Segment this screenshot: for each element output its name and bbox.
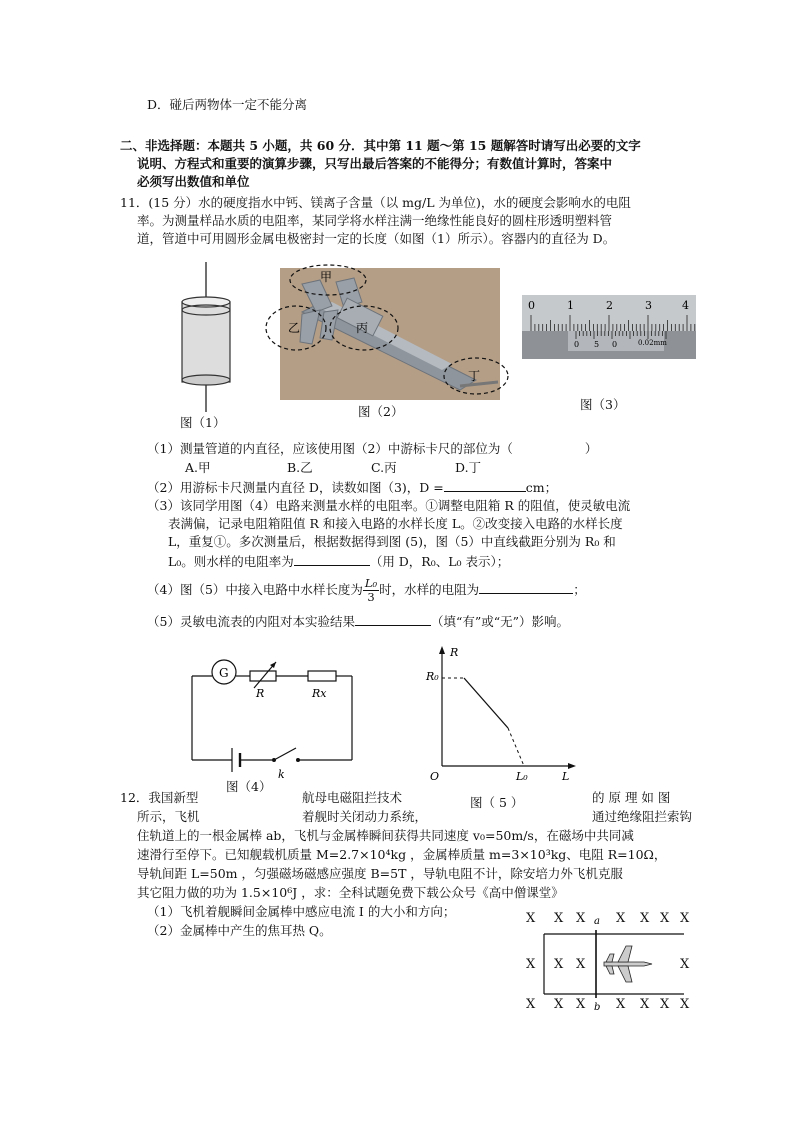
label-bing: 丙 [356, 321, 369, 335]
rod-end-a: a [594, 916, 600, 927]
q11-p2: （2）用游标卡尺测量内直径 D，读数如图（3)，D = cm； [147, 480, 558, 495]
field-x-mark: X [616, 997, 626, 1012]
q12-line1a: 12．我国新型 [120, 790, 199, 805]
opt-a: A.甲 [185, 460, 211, 475]
vernier-brand: 0.02mm [638, 339, 667, 347]
fig2-caliper-photo [262, 262, 512, 402]
fig5-graph [420, 644, 580, 784]
q11-p5: （5）灵敏电流表的内阻对本实验结果 （填“有”或“无”）影响。 [147, 614, 570, 629]
q11-p1: （1）测量管道的内直径，应该使用图（2）中游标卡尺的部位为（ ） [147, 441, 598, 456]
rod-end-b: b [594, 1002, 601, 1013]
fig4-circuit [188, 656, 358, 781]
field-x-mark: X [526, 911, 536, 926]
field-x-mark: X [526, 997, 536, 1012]
fighter-jet-icon [604, 946, 652, 982]
sample-resistor-label: Rx [312, 687, 327, 700]
q12-line1b: 航母电磁阻拦技术 [302, 790, 403, 805]
q12-line5: 导轨间距 L=50m ，匀强磁场磁感应强度 B=5T ，导轨电阻不计，除安培力外飞机克服 [137, 866, 623, 881]
section2-line1: 二、非选择题：本题共 5 小题，共 60 分．其中第 11 题～第 15 题解答时请写出必要的文字 [120, 138, 641, 153]
q11-line2: 率。为测量样品水质的电阻率，某同学将水样注满一绝缘性能良好的圆柱形透明塑料管 [137, 213, 613, 228]
field-x-mark: X [640, 911, 650, 926]
fig1-cylinder [176, 262, 236, 412]
ruler-num-2: 2 [606, 299, 613, 312]
q12-line2c: 通过绝缘阻拦索钩 [592, 809, 693, 824]
resistance-box-label: R [256, 687, 265, 700]
section2-line3: 必须写出数值和单位 [137, 174, 250, 189]
vernier-num-5: 5 [594, 340, 600, 349]
switch-label: k [278, 768, 285, 781]
resistance-box-icon [250, 671, 276, 681]
q12-line4: 速滑行至停下。已知舰载机质量 M=2.7×10⁴kg ，金属棒质量 m=3×10³kg、电阻 R=10Ω， [137, 847, 667, 862]
field-x-mark: X [554, 911, 564, 926]
q11-p3-l2: 表满偏，记录电阻箱阻值 R 和接入电路的水样长度 L。②改变接入电路的水样长度 [168, 516, 623, 531]
vernier-num-10: 0 [612, 340, 618, 349]
field-x-mark: X [554, 957, 564, 972]
fig2-caption: 图（2） [358, 404, 404, 419]
q12-sub2: （2）金属棒中产生的焦耳热 Q。 [147, 923, 332, 938]
q11-line1: 11．(15 分）水的硬度指水中钙、镁离子含量（以 mg/L 为单位)，水的硬度会影响水的电阻 [120, 195, 631, 210]
ruler-num-1: 1 [567, 299, 574, 312]
opt-c: C.丙 [371, 460, 397, 475]
graph-r-axis-label: R [450, 646, 459, 659]
field-x-mark: X [680, 911, 690, 926]
field-x-mark: X [640, 997, 650, 1012]
graph-origin-label: O [430, 770, 440, 783]
q12-line6: 其它阻力做的功为 1.5×10⁶J ，求：全科试题免费下载公众号《高中僧课堂》 [137, 885, 564, 900]
label-yi: 乙 [288, 321, 301, 335]
fig5-caption: 图（ 5 ） [470, 795, 524, 810]
section2-line2: 说明、方程式和重要的演算步骤，只写出最后答案的不能得分；有数值计算时，答案中 [137, 156, 613, 171]
ruler-num-4: 4 [682, 299, 689, 312]
ruler-num-0: 0 [528, 299, 535, 312]
q11-p4: （4）图（5）中接入电路中水样长度为 $\frac{\text{L₀}}{3}$ 时，水样的电阻为 ； [147, 576, 586, 604]
field-x-mark: X [660, 911, 670, 926]
q12-line1c: 的 原 理 如 图 [592, 790, 671, 805]
vernier-num-0: 0 [574, 340, 580, 349]
ruler-num-3: 3 [645, 299, 652, 312]
graph-l-axis-label: L [562, 770, 570, 783]
field-x-mark: X [660, 997, 670, 1012]
q12-field-diagram [524, 910, 696, 1014]
label-jia: 甲 [320, 270, 333, 284]
q11-p3-l4: L₀。则水样的电阻率为 （用 D，R₀、L₀ 表示）； [168, 554, 510, 569]
field-x-mark: X [576, 911, 586, 926]
fraction-l0-over-3: $\frac{\text{L₀}}{3}$ [364, 576, 378, 604]
option-d: D．碰后两物体一定不能分离 [147, 97, 308, 112]
opt-b: B.乙 [287, 460, 313, 475]
q12-line2a: 所示，飞机 [137, 809, 200, 824]
fig3-vernier-photo [522, 295, 696, 359]
q11-p3-l1: （3）该同学用图（4）电路来测量水样的电阻率。①调整电阻箱 R 的阻值，使灵敏电流 [147, 498, 631, 513]
fig3-caption: 图（3） [580, 397, 626, 412]
field-x-mark: X [554, 997, 564, 1012]
q12-sub1: （1）飞机着舰瞬间金属棒中感应电流 I 的大小和方向； [147, 904, 456, 919]
fig4-caption: 图（4） [226, 779, 272, 794]
field-x-mark: X [526, 957, 536, 972]
graph-l0-label: L₀ [516, 770, 528, 783]
q12-line2b: 着舰时关闭动力系统， [302, 809, 428, 824]
water-sample-resistor-icon [308, 671, 336, 681]
fig1-caption: 图（1） [180, 415, 226, 430]
field-x-mark: X [576, 997, 586, 1012]
q12-line3: 住轨道上的一根金属棒 ab，飞机与金属棒瞬间获得共同速度 v₀=50m/s，在磁场中共同减 [137, 828, 634, 843]
opt-d: D.丁 [455, 460, 482, 475]
graph-r0-label: R₀ [426, 670, 439, 683]
field-x-mark: X [680, 957, 690, 972]
label-ding: 丁 [468, 369, 481, 383]
switch-icon [274, 748, 296, 760]
field-x-mark: X [680, 997, 690, 1012]
field-x-mark: X [616, 911, 626, 926]
field-x-mark: X [576, 957, 586, 972]
q11-p3-l3: L，重复①。多次测量后，根据数据得到图 (5)，图（5）中直线截距分别为 R₀ 和 [168, 534, 616, 549]
q11-line3: 道，管道中可用圆形金属电极密封一定的长度（如图（1）所示）。容器内的直径为 D。 [137, 231, 616, 246]
galvanometer-label: G [219, 666, 229, 680]
